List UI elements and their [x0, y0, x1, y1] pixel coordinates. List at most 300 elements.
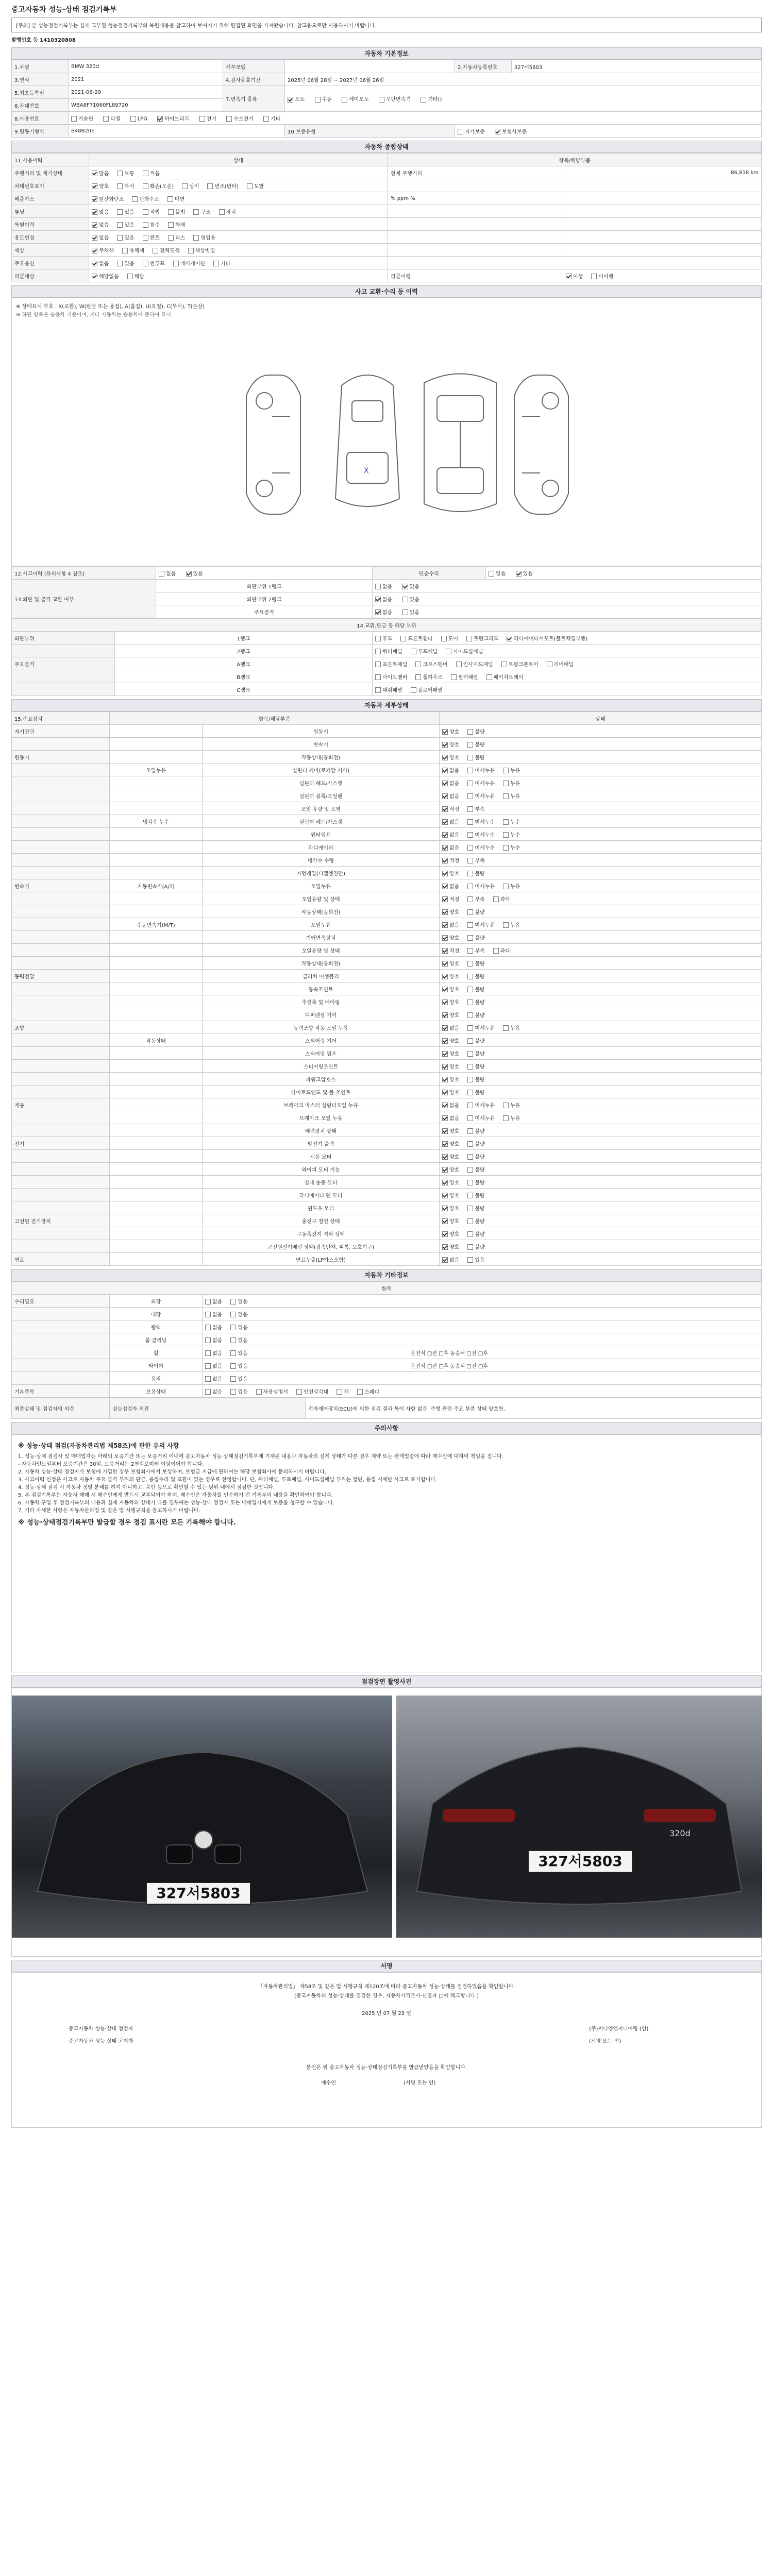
option-label: 화재: [175, 222, 186, 228]
checkbox-icon[interactable]: [442, 1115, 448, 1121]
checkbox-icon[interactable]: [117, 171, 123, 176]
other-item: 룸 클리닝: [110, 1333, 203, 1346]
checkbox-icon[interactable]: [467, 1167, 473, 1173]
checkbox-icon[interactable]: [442, 1025, 448, 1031]
checkbox-icon[interactable]: [157, 116, 163, 122]
checkbox-icon[interactable]: [288, 97, 293, 103]
checkbox-icon[interactable]: [442, 819, 448, 825]
checkbox-icon[interactable]: [442, 768, 448, 773]
checkbox-icon[interactable]: [168, 209, 174, 215]
option-label: 양호: [449, 1231, 460, 1238]
detail-group: [12, 1124, 110, 1137]
detail-row: [12, 1201, 762, 1214]
checkbox-icon[interactable]: [168, 235, 174, 241]
summary-row: [12, 166, 762, 179]
other-table: [11, 1281, 762, 1398]
detail-sub: [110, 1214, 203, 1227]
checkbox-icon[interactable]: [205, 1376, 211, 1382]
checkbox-icon[interactable]: [130, 116, 136, 122]
checkbox-icon[interactable]: [92, 209, 97, 215]
checkbox-icon[interactable]: [467, 819, 473, 825]
option-label: 양호: [449, 999, 460, 1006]
detail-row: [12, 764, 762, 776]
checkbox-icon[interactable]: [415, 662, 421, 667]
sign-statement-note: (중고자동차의 성능·상태를 점검한 경우, 자동차가격조사·산정자 □에 체크합니다.): [294, 1993, 479, 1999]
other-row: [12, 1385, 762, 1398]
checkbox-icon[interactable]: [503, 832, 509, 838]
checkbox-icon[interactable]: [442, 858, 448, 863]
option-label: 양호: [449, 1012, 460, 1019]
checkbox-icon[interactable]: [467, 729, 473, 735]
checkbox-icon[interactable]: [207, 183, 213, 189]
checkbox-icon[interactable]: [193, 235, 199, 241]
checkbox-icon[interactable]: [442, 1244, 448, 1250]
checkbox-icon[interactable]: [458, 129, 463, 134]
other-row: [12, 1359, 762, 1372]
checkbox-icon[interactable]: [143, 183, 148, 189]
checkbox-icon[interactable]: [495, 129, 500, 134]
detail-sub: [110, 1201, 203, 1214]
checkbox-icon[interactable]: [182, 183, 188, 189]
checkbox-icon[interactable]: [467, 948, 473, 954]
detail-item: 스티어링조인트: [203, 1060, 440, 1073]
option-label: 불량: [475, 1231, 485, 1238]
checkbox-icon[interactable]: [467, 1244, 473, 1250]
checkbox-icon[interactable]: [456, 662, 462, 667]
checkbox-icon[interactable]: [442, 1231, 448, 1237]
option-label: 부식: [124, 183, 135, 190]
checkbox-icon[interactable]: [92, 274, 97, 279]
checkbox-icon[interactable]: [159, 571, 164, 577]
option-label: 불량: [475, 1244, 485, 1250]
checkbox-icon[interactable]: [503, 1115, 509, 1121]
checkbox-icon[interactable]: [117, 235, 123, 241]
checkbox-icon[interactable]: [467, 1206, 473, 1211]
checkbox-icon[interactable]: [442, 896, 448, 902]
other-group: [12, 1320, 110, 1333]
checkbox-icon[interactable]: [205, 1325, 211, 1330]
checkbox-icon[interactable]: [117, 261, 123, 266]
checkbox-icon[interactable]: [467, 768, 473, 773]
checkbox-icon[interactable]: [143, 222, 148, 228]
checkbox-icon[interactable]: [442, 961, 448, 967]
checkbox-icon[interactable]: [467, 1025, 473, 1031]
checkbox-icon[interactable]: [143, 261, 148, 266]
detail-options: [440, 1201, 762, 1214]
option-label: 대쉬패널: [382, 687, 402, 693]
checkbox-icon[interactable]: [400, 636, 406, 641]
checkbox-icon[interactable]: [467, 781, 473, 786]
checkbox-icon[interactable]: [342, 97, 347, 103]
checkbox-icon[interactable]: [442, 1077, 448, 1082]
option-label: 없음: [449, 845, 460, 851]
checkbox-icon[interactable]: [92, 171, 97, 176]
option-label: 미세누수: [475, 845, 495, 851]
checkbox-icon[interactable]: [467, 987, 473, 992]
option-label: 프론트패널: [382, 662, 408, 668]
checkbox-icon[interactable]: [503, 884, 509, 889]
checkbox-icon[interactable]: [442, 1038, 448, 1044]
checkbox-icon[interactable]: [467, 922, 473, 928]
checkbox-icon[interactable]: [503, 922, 509, 928]
checkbox-icon[interactable]: [467, 1154, 473, 1160]
checkbox-icon[interactable]: [402, 597, 408, 602]
checkbox-icon[interactable]: [467, 884, 473, 889]
option-label: 적법: [149, 209, 160, 215]
checkbox-icon[interactable]: [441, 636, 447, 641]
checkbox-icon[interactable]: [188, 248, 194, 253]
checkbox-icon[interactable]: [503, 781, 509, 786]
checkbox-icon[interactable]: [230, 1376, 236, 1382]
other-item: 타이어: [110, 1359, 203, 1372]
detail-row: [12, 841, 762, 854]
detail-options: [440, 1227, 762, 1240]
detail-group: 자기진단: [12, 725, 110, 738]
checkbox-icon[interactable]: [92, 222, 97, 228]
checkbox-icon[interactable]: [375, 649, 381, 654]
other-col-items: 항목: [12, 1282, 762, 1295]
checkbox-icon[interactable]: [205, 1337, 211, 1343]
checkbox-icon[interactable]: [503, 793, 509, 799]
checkbox-icon[interactable]: [503, 1103, 509, 1108]
checkbox-icon[interactable]: [442, 1180, 448, 1185]
option-label: 인사이드패널: [463, 662, 493, 668]
option-label: 불량: [475, 1167, 485, 1173]
checkbox-icon[interactable]: [467, 1193, 473, 1198]
option-label: 훼손(오손): [149, 183, 174, 190]
summary-row-note: 현재 주행거리: [388, 166, 563, 179]
checkbox-icon[interactable]: [442, 974, 448, 979]
option-label: 적정: [449, 948, 460, 954]
checkbox-icon[interactable]: [442, 1154, 448, 1160]
checkbox-icon[interactable]: [263, 116, 269, 122]
checkbox-icon[interactable]: [467, 961, 473, 967]
checkbox-icon[interactable]: [337, 1389, 342, 1395]
checkbox-icon[interactable]: [117, 209, 123, 215]
option-label: 불량: [475, 1064, 485, 1070]
detail-options: [440, 1060, 762, 1073]
accident-table: 12.사고이력 (유의사항 4 참조) 없음 있음 단순수리 없음 있음 13.외판 및 골격 교환 여부 외판부위 1랭크 없음 있음 외판부위 2랭크 없음 있음 주요골격 없음 있음: [11, 566, 762, 618]
option-label: 있음: [238, 1350, 248, 1357]
checkbox-icon[interactable]: [503, 1025, 509, 1031]
checkbox-icon[interactable]: [193, 209, 199, 215]
checkbox-icon[interactable]: [451, 674, 457, 680]
option-label: 없음: [449, 768, 460, 774]
checkbox-icon[interactable]: [467, 1128, 473, 1134]
checkbox-icon[interactable]: [230, 1312, 236, 1317]
detail-sub: [110, 970, 203, 982]
checkbox-icon[interactable]: [442, 1128, 448, 1134]
detail-sub: [110, 1176, 203, 1189]
detail-item: 실린더 헤드/가스켓: [203, 776, 440, 789]
label-simple-repair: 단순수리: [373, 567, 486, 580]
checkbox-icon[interactable]: [467, 793, 473, 799]
checkbox-icon[interactable]: [375, 687, 381, 693]
option-label: 없음: [99, 261, 109, 267]
checkbox-icon[interactable]: [467, 1218, 473, 1224]
opinion-table: [11, 1398, 762, 1419]
checkbox-icon[interactable]: [442, 1218, 448, 1224]
option-label: 누수: [510, 819, 520, 825]
checkbox-icon[interactable]: [503, 845, 509, 851]
checkbox-icon[interactable]: [230, 1337, 236, 1343]
detail-group: [12, 995, 110, 1008]
detail-item: 등속조인트: [203, 982, 440, 995]
checkbox-icon[interactable]: [442, 1012, 448, 1018]
checkbox-icon[interactable]: [442, 1257, 448, 1263]
checkbox-icon[interactable]: [186, 571, 192, 577]
checkbox-icon[interactable]: [442, 806, 448, 812]
checkbox-icon[interactable]: [507, 636, 512, 641]
detail-row: [12, 995, 762, 1008]
checkbox-icon[interactable]: [226, 116, 232, 122]
checkbox-icon[interactable]: [467, 1051, 473, 1057]
notes-line: 1. 성능·상태 점검자 및 매매업자는 아래의 보증기간 또는 보증거리 이내에 중고자동차 성능·상태점검기록부에 기재된 내용과 자동차의 실제 상태가 다른 경우 계약 또는 관계법령에 따라 매수인에 대하여 책임을 집니다.: [18, 1454, 504, 1460]
checkbox-icon[interactable]: [205, 1350, 211, 1356]
checkbox-icon[interactable]: [92, 261, 97, 266]
other-item: 휠: [110, 1346, 203, 1359]
summary-row-value: [563, 179, 762, 192]
checkbox-icon[interactable]: [230, 1389, 236, 1395]
detail-options: [440, 982, 762, 995]
checkbox-icon[interactable]: [442, 1103, 448, 1108]
detail-row: [12, 802, 762, 815]
checkbox-icon[interactable]: [375, 662, 381, 667]
other-item: 보유상태: [110, 1385, 203, 1398]
checkbox-icon[interactable]: [122, 248, 128, 253]
rear-badge: 320d: [669, 1828, 691, 1838]
detail-options: [440, 1176, 762, 1189]
checkbox-icon[interactable]: [167, 196, 173, 202]
checkbox-icon[interactable]: [467, 871, 473, 876]
checkbox-icon[interactable]: [230, 1350, 236, 1356]
checkbox-icon[interactable]: [442, 1206, 448, 1211]
option-label: 스패너: [364, 1389, 379, 1395]
other-item: 광택: [110, 1320, 203, 1333]
checkbox-icon[interactable]: [467, 1038, 473, 1044]
option-label: 트렁크리드: [473, 636, 499, 642]
checkbox-icon[interactable]: [117, 183, 123, 189]
checkbox-icon[interactable]: [375, 609, 381, 615]
checkbox-icon[interactable]: [442, 845, 448, 851]
checkbox-icon[interactable]: [205, 1363, 211, 1369]
checkbox-icon[interactable]: [230, 1363, 236, 1369]
checkbox-icon[interactable]: [467, 1180, 473, 1185]
checkbox-icon[interactable]: [442, 909, 448, 915]
option-label: 불량: [475, 871, 485, 877]
checkbox-icon[interactable]: [213, 261, 219, 266]
option-label: 불량: [475, 755, 485, 761]
checkbox-icon[interactable]: [173, 261, 179, 266]
checkbox-icon[interactable]: [375, 674, 381, 680]
option-label: 미세누유: [475, 1103, 495, 1109]
checkbox-icon[interactable]: [467, 806, 473, 812]
checkbox-icon[interactable]: [92, 196, 97, 202]
checkbox-icon[interactable]: [411, 687, 416, 693]
checkbox-icon[interactable]: [442, 832, 448, 838]
checkbox-icon[interactable]: [467, 1115, 473, 1121]
checkbox-icon[interactable]: [442, 871, 448, 876]
checkbox-icon[interactable]: [315, 97, 321, 103]
detail-sub: [110, 841, 203, 854]
option-label: 있음: [124, 209, 135, 215]
summary-row-value: [563, 218, 762, 231]
checkbox-icon[interactable]: [467, 1141, 473, 1147]
checkbox-icon[interactable]: [442, 935, 448, 941]
checkbox-icon[interactable]: [103, 116, 109, 122]
checkbox-icon[interactable]: [467, 845, 473, 851]
detail-row: [12, 789, 762, 802]
checkbox-icon[interactable]: [132, 196, 138, 202]
checkbox-icon[interactable]: [503, 819, 509, 825]
checkbox-icon[interactable]: [296, 1389, 302, 1395]
checkbox-icon[interactable]: [467, 896, 473, 902]
checkbox-icon[interactable]: [442, 729, 448, 735]
checkbox-icon[interactable]: [467, 1090, 473, 1095]
checkbox-icon[interactable]: [591, 274, 597, 279]
option-label: 미세누수: [475, 832, 495, 838]
checkbox-icon[interactable]: [467, 755, 473, 760]
checkbox-icon[interactable]: [442, 922, 448, 928]
checkbox-icon[interactable]: [411, 649, 416, 654]
checkbox-icon[interactable]: [143, 171, 148, 176]
checkbox-icon[interactable]: [205, 1299, 211, 1304]
checkbox-icon[interactable]: [442, 793, 448, 799]
checkbox-icon[interactable]: [357, 1389, 363, 1395]
option-label: 이행: [573, 274, 583, 280]
checkbox-icon[interactable]: [442, 1193, 448, 1198]
checkbox-icon[interactable]: [566, 274, 572, 279]
checkbox-icon[interactable]: [547, 662, 552, 667]
detail-options: [440, 1034, 762, 1047]
option-label: 불량: [475, 1193, 485, 1199]
label-vin: 6.차대번호: [12, 99, 69, 112]
detail-sub: [110, 957, 203, 970]
checkbox-icon[interactable]: [143, 209, 148, 215]
checkbox-icon[interactable]: [199, 116, 205, 122]
notes-line: - 자동차인도일부터 보증기간은 30일, 보증거리는 2천킬로미터 이상이어야 합니다.: [18, 1462, 204, 1467]
checkbox-icon[interactable]: [442, 987, 448, 992]
checkbox-icon[interactable]: [466, 636, 472, 641]
checkbox-icon[interactable]: [467, 999, 473, 1005]
option-label: 변조(변타): [214, 183, 239, 190]
checkbox-icon[interactable]: [153, 248, 158, 253]
checkbox-icon[interactable]: [402, 609, 408, 615]
checkbox-icon[interactable]: [467, 1257, 473, 1263]
checkbox-icon[interactable]: [467, 858, 473, 863]
checkbox-icon[interactable]: [467, 1077, 473, 1082]
checkbox-icon[interactable]: [415, 674, 421, 680]
detail-sub: [110, 944, 203, 957]
checkbox-icon[interactable]: [467, 935, 473, 941]
checkbox-icon[interactable]: [375, 636, 381, 641]
checkbox-icon[interactable]: [467, 909, 473, 915]
detail-sub: [110, 1137, 203, 1150]
checkbox-icon[interactable]: [92, 235, 97, 241]
checkbox-icon[interactable]: [230, 1299, 236, 1304]
summary-row-value: [563, 257, 762, 269]
car-outline-diagram: [12, 298, 762, 566]
checkbox-icon[interactable]: [493, 948, 499, 954]
checkbox-icon[interactable]: [92, 183, 97, 189]
checkbox-icon[interactable]: [230, 1325, 236, 1330]
checkbox-icon[interactable]: [493, 896, 499, 902]
parts-group: [12, 683, 115, 696]
detail-row: [12, 1034, 762, 1047]
checkbox-icon[interactable]: [503, 768, 509, 773]
checkbox-icon[interactable]: [375, 584, 381, 589]
checkbox-icon[interactable]: [205, 1312, 211, 1317]
checkbox-icon[interactable]: [442, 1090, 448, 1095]
other-row: [12, 1295, 762, 1308]
checkbox-icon[interactable]: [489, 571, 494, 577]
checkbox-icon[interactable]: [442, 742, 448, 748]
checkbox-icon[interactable]: [467, 1064, 473, 1070]
summary-row-note: [388, 179, 563, 192]
summary-row-value: [563, 231, 762, 244]
checkbox-icon[interactable]: [205, 1389, 211, 1395]
detail-row: [12, 970, 762, 982]
option-label: 잭: [344, 1389, 349, 1395]
detail-group: 제동: [12, 1098, 110, 1111]
detail-sub: 냉각수 누수: [110, 815, 203, 828]
other-extra: 운전석 □전 □후 동승석 □전 □후: [410, 1350, 488, 1357]
detail-options: [440, 995, 762, 1008]
checkbox-icon[interactable]: [442, 1141, 448, 1147]
checkbox-icon[interactable]: [442, 999, 448, 1005]
option-label: 일산화탄소: [99, 196, 124, 202]
detail-item: 추진축 및 베어링: [203, 995, 440, 1008]
checkbox-icon[interactable]: [71, 116, 77, 122]
checkbox-icon[interactable]: [467, 974, 473, 979]
checkbox-icon[interactable]: [467, 832, 473, 838]
checkbox-icon[interactable]: [467, 1231, 473, 1237]
checkbox-icon[interactable]: [247, 183, 253, 189]
checkbox-icon[interactable]: [467, 1103, 473, 1108]
detail-options: [440, 815, 762, 828]
checkbox-icon[interactable]: [442, 755, 448, 760]
option-label: 없음: [212, 1325, 223, 1331]
option-label: 누유: [510, 1103, 520, 1109]
checkbox-icon[interactable]: [168, 222, 174, 228]
checkbox-icon[interactable]: [127, 274, 133, 279]
checkbox-icon[interactable]: [486, 674, 492, 680]
checkbox-icon[interactable]: [219, 209, 225, 215]
checkbox-icon[interactable]: [143, 235, 148, 241]
checkbox-icon[interactable]: [256, 1389, 262, 1395]
checkbox-icon[interactable]: [446, 649, 451, 654]
checkbox-icon[interactable]: [442, 948, 448, 954]
checkbox-icon[interactable]: [379, 97, 384, 103]
checkbox-icon[interactable]: [442, 781, 448, 786]
option-label: 부족: [475, 858, 485, 864]
checkbox-icon[interactable]: [442, 1064, 448, 1070]
checkbox-icon[interactable]: [442, 1051, 448, 1057]
detail-options: [440, 944, 762, 957]
checkbox-icon[interactable]: [421, 97, 426, 103]
checkbox-icon[interactable]: [467, 742, 473, 748]
checkbox-icon[interactable]: [516, 571, 522, 577]
checkbox-icon[interactable]: [467, 1012, 473, 1018]
checkbox-icon[interactable]: [92, 248, 97, 253]
checkbox-icon[interactable]: [375, 597, 381, 602]
checkbox-icon[interactable]: [442, 884, 448, 889]
option-label: 구조: [200, 209, 211, 215]
checkbox-icon[interactable]: [402, 584, 408, 589]
checkbox-icon[interactable]: [117, 222, 123, 228]
checkbox-icon[interactable]: [501, 662, 507, 667]
checkbox-icon[interactable]: [442, 1167, 448, 1173]
